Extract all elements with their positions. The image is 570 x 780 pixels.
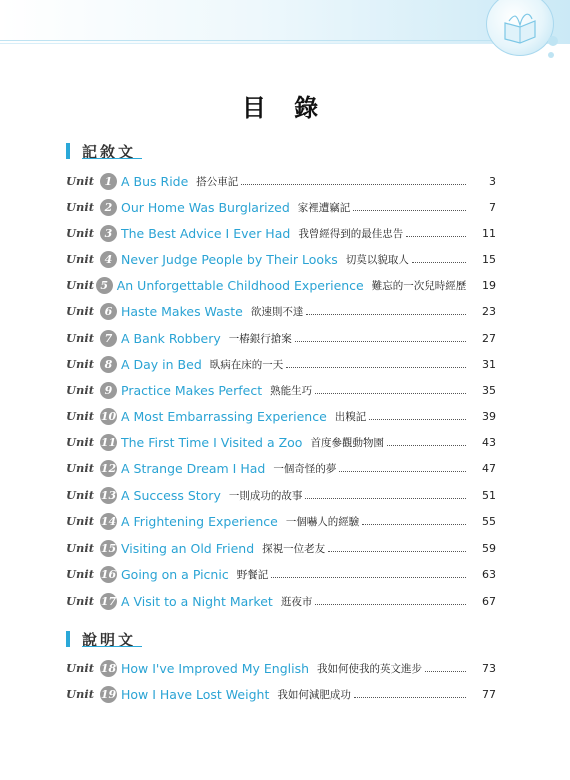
dot-leader [315, 604, 466, 605]
unit-number-badge: 12 [100, 461, 117, 475]
chinese-title: 一則成功的故事 [228, 489, 303, 502]
page-number: 31 [482, 357, 496, 371]
page-number: 15 [482, 252, 496, 266]
chinese-title: 探視一位老友 [262, 542, 326, 555]
page-number: 27 [482, 331, 496, 345]
dot-leader [328, 551, 466, 552]
unit-label: Unit [66, 687, 95, 701]
toc-entry[interactable] [66, 485, 496, 505]
dot-leader [362, 524, 466, 525]
chinese-title: 逛夜市 [280, 595, 313, 608]
chinese-title: 一樁銀行搶案 [228, 332, 292, 345]
page-number: 19 [482, 278, 496, 292]
unit-label: Unit [66, 541, 95, 555]
english-title: Visiting an Old Friend [121, 540, 255, 556]
dot-leader [369, 419, 466, 420]
unit-label: Unit [66, 488, 95, 502]
page-number: 35 [482, 383, 496, 397]
unit-label: Unit [66, 594, 95, 608]
unit-label: Unit [66, 409, 95, 423]
unit-number-badge: 4 [100, 251, 117, 268]
unit-label: Unit [66, 174, 95, 188]
english-title: A Success Story [121, 487, 221, 503]
english-title: How I've Improved My English [121, 660, 310, 676]
section-label: 說明文 [82, 630, 137, 649]
chinese-title: 切莫以貌取人 [345, 253, 409, 266]
chinese-title: 我曾經得到的最佳忠告 [298, 227, 404, 240]
unit-number-badge: 10 [100, 409, 117, 423]
page-number: 39 [482, 409, 496, 423]
english-title: A Day in Bed [121, 356, 202, 372]
unit-number-badge: 2 [100, 199, 117, 216]
page-number: 73 [482, 661, 496, 675]
chinese-title: 首度參觀動物園 [310, 436, 384, 449]
dot-leader [286, 367, 466, 368]
section-bar [66, 143, 70, 159]
unit-number-badge: 8 [100, 356, 117, 373]
toc-entry[interactable] [66, 658, 496, 678]
toc-entry[interactable] [66, 354, 496, 374]
english-title: How I Have Lost Weight [121, 686, 270, 702]
header-rule [0, 40, 500, 41]
toc-entry[interactable] [66, 249, 496, 269]
toc-entry[interactable] [66, 223, 496, 243]
english-title: A Bus Ride [121, 173, 189, 189]
toc-entry[interactable] [66, 275, 496, 295]
page-title: 目 錄 [241, 94, 329, 122]
book-icon [486, 0, 554, 56]
dot-leader [271, 577, 466, 578]
toc-entry[interactable] [66, 406, 496, 426]
toc-entry[interactable] [66, 511, 496, 531]
english-title: A Frightening Experience [121, 513, 278, 529]
unit-number-badge: 13 [100, 488, 117, 502]
page-number: 55 [482, 514, 496, 528]
toc-entry[interactable] [66, 328, 496, 348]
page-number: 7 [489, 200, 496, 214]
dot-leader [354, 697, 466, 698]
unit-number-badge: 5 [96, 277, 113, 294]
dot-leader [305, 498, 466, 499]
unit-label: Unit [66, 435, 95, 449]
decorative-dot [548, 52, 554, 58]
english-title: Practice Makes Perfect [121, 382, 263, 398]
chinese-title: 一個嚇人的經驗 [285, 515, 360, 528]
dot-leader [295, 341, 466, 342]
page-number: 63 [482, 567, 496, 581]
english-title: An Unforgettable Childhood Experience [116, 277, 364, 293]
chinese-title: 野餐記 [236, 568, 269, 581]
unit-label: Unit [66, 661, 95, 675]
decorative-dot [548, 36, 558, 46]
dot-leader [406, 236, 466, 237]
dot-leader [339, 471, 466, 472]
unit-label: Unit [66, 278, 95, 292]
header-rule-secondary [0, 43, 510, 44]
unit-number-badge: 18 [100, 661, 117, 675]
page-number: 67 [482, 594, 496, 608]
dot-leader [425, 671, 466, 672]
unit-label: Unit [66, 383, 95, 397]
section-bar [66, 631, 70, 647]
chinese-title: 難忘的一次兒時經歷 [371, 279, 467, 292]
dot-leader [387, 445, 466, 446]
unit-label: Unit [66, 514, 95, 528]
dot-leader [241, 184, 466, 185]
english-title: The First Time I Visited a Zoo [121, 434, 303, 450]
header-band [0, 0, 570, 44]
dot-leader [315, 393, 466, 394]
unit-label: Unit [66, 461, 95, 475]
section-underline [82, 158, 142, 159]
toc-entry[interactable] [66, 564, 496, 584]
unit-number-badge: 15 [100, 541, 117, 555]
dot-leader [353, 210, 466, 211]
toc-entry[interactable] [66, 171, 496, 191]
page-number: 47 [482, 461, 496, 475]
unit-number-badge: 16 [100, 567, 117, 581]
english-title: The Best Advice I Ever Had [121, 225, 291, 241]
chinese-title: 臥病在床的一天 [209, 358, 284, 371]
toc-entry[interactable] [66, 197, 496, 217]
unit-number-badge: 11 [100, 435, 117, 449]
english-title: Going on a Picnic [121, 566, 229, 582]
page-number: 11 [482, 226, 496, 240]
english-title: Never Judge People by Their Looks [121, 251, 338, 267]
english-title: Our Home Was Burglarized [121, 199, 290, 215]
chinese-title: 我如何使我的英文進步 [317, 662, 423, 675]
toc-entry[interactable] [66, 458, 496, 478]
unit-number-badge: 7 [100, 330, 117, 347]
section-label: 記敘文 [82, 142, 137, 161]
chinese-title: 一個奇怪的夢 [273, 462, 337, 475]
toc-entry[interactable] [66, 301, 496, 321]
unit-label: Unit [66, 200, 95, 214]
page-number: 51 [482, 488, 496, 502]
toc-entry[interactable] [66, 684, 496, 704]
section-underline [82, 646, 142, 647]
unit-number-badge: 6 [100, 303, 117, 320]
unit-number-badge: 14 [100, 514, 117, 528]
unit-label: Unit [66, 252, 95, 266]
chinese-title: 我如何減肥成功 [277, 688, 351, 701]
unit-label: Unit [66, 357, 95, 371]
unit-number-badge: 19 [100, 687, 117, 701]
toc-entry[interactable] [66, 538, 496, 558]
english-title: Haste Makes Waste [121, 303, 243, 319]
page-number: 3 [489, 174, 496, 188]
page-number: 77 [482, 687, 496, 701]
page-number: 43 [482, 435, 496, 449]
english-title: A Bank Robbery [121, 330, 221, 346]
toc-entry[interactable] [66, 380, 496, 400]
chinese-title: 出糗記 [334, 410, 367, 423]
unit-label: Unit [66, 304, 95, 318]
chinese-title: 搭公車記 [196, 175, 239, 188]
chinese-title: 欲速則不達 [250, 305, 304, 318]
toc-entry[interactable] [66, 591, 496, 611]
english-title: A Strange Dream I Had [121, 460, 266, 476]
unit-number-badge: 3 [100, 225, 117, 242]
unit-label: Unit [66, 567, 95, 581]
toc-entry[interactable] [66, 432, 496, 452]
page-number: 59 [482, 541, 496, 555]
unit-label: Unit [66, 226, 95, 240]
english-title: A Visit to a Night Market [121, 593, 273, 609]
chinese-title: 家裡遭竊記 [297, 201, 351, 214]
unit-number-badge: 1 [100, 173, 117, 190]
dot-leader [306, 314, 466, 315]
page-number: 23 [482, 304, 496, 318]
dot-leader [412, 262, 466, 263]
unit-number-badge: 9 [100, 382, 117, 399]
english-title: A Most Embarrassing Experience [121, 408, 327, 424]
chinese-title: 熟能生巧 [270, 384, 313, 397]
unit-number-badge: 17 [100, 594, 117, 608]
unit-label: Unit [66, 331, 95, 345]
